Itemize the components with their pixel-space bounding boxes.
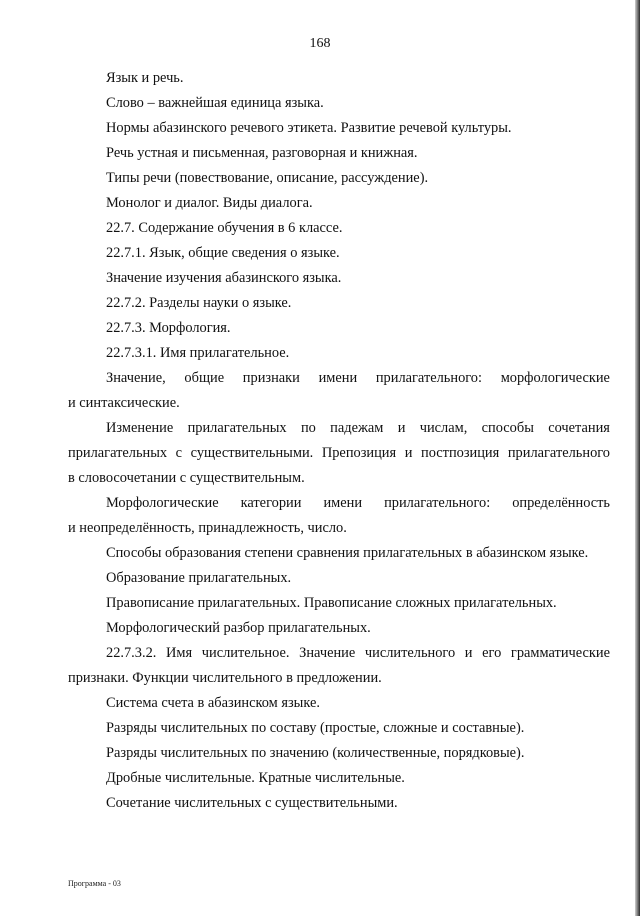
section-heading: 22.7.1. Язык, общие сведения о языке. bbox=[106, 245, 340, 261]
word: Значение, bbox=[106, 370, 166, 386]
paragraph-adjective-change bbox=[68, 416, 610, 491]
justified-line bbox=[68, 366, 610, 391]
paragraph-adjective-categories bbox=[68, 491, 610, 541]
word: с bbox=[175, 445, 183, 461]
word: Препозиция bbox=[321, 445, 397, 461]
word: и bbox=[397, 420, 406, 436]
text-line: Монолог и диалог. Виды диалога. bbox=[106, 195, 313, 211]
text-line: Правописание прилагательных. Правописание сложных прилагательных. bbox=[106, 595, 557, 611]
text-line: Сочетание числительных с существительными. bbox=[106, 795, 398, 811]
text-line: Способы образования степени сравнения прилагательных в абазинском языке. bbox=[106, 545, 589, 561]
word: способы bbox=[481, 420, 534, 436]
text-line: Морфологический разбор прилагательных. bbox=[106, 620, 371, 636]
word: Изменение bbox=[106, 420, 174, 436]
text-line: Дробные числительные. Кратные числительные. bbox=[106, 770, 405, 786]
word: по bbox=[300, 420, 316, 436]
word: Морфологические bbox=[106, 495, 219, 511]
section-heading: 22.7.3. Морфология. bbox=[106, 320, 231, 336]
justified-line bbox=[68, 441, 610, 466]
paragraph-numeral bbox=[68, 641, 610, 691]
word: морфологические bbox=[500, 370, 610, 386]
footer-label: Программа - 03 bbox=[68, 879, 121, 888]
text-line: Значение изучения абазинского языка. bbox=[106, 270, 342, 286]
text-line: Язык и речь. bbox=[106, 70, 184, 86]
word: признаки bbox=[242, 370, 300, 386]
word: числительное. bbox=[201, 645, 290, 661]
word: Значение bbox=[299, 645, 356, 661]
text-line: Разряды числительных по составу (простые, сложные и составные). bbox=[106, 720, 525, 736]
text-line: Слово – важнейшая единица языка. bbox=[106, 95, 324, 111]
text-line: в словосочетании с существительным. bbox=[68, 470, 305, 486]
text-line: Образование прилагательных. bbox=[106, 570, 292, 586]
word: падежам bbox=[330, 420, 384, 436]
word: Имя bbox=[166, 645, 193, 661]
word: определённость bbox=[512, 495, 610, 511]
word: прилагательного: bbox=[384, 495, 491, 511]
word: общие bbox=[184, 370, 225, 386]
text-line: Речь устная и письменная, разговорная и книжная. bbox=[106, 145, 418, 161]
text-line: и синтаксические. bbox=[68, 395, 180, 411]
justified-line bbox=[68, 416, 610, 441]
word: его bbox=[482, 645, 502, 661]
word: существительными. bbox=[190, 445, 314, 461]
word: грамматические bbox=[510, 645, 610, 661]
text-line: Разряды числительных по значению (количественные, порядковые). bbox=[106, 745, 525, 761]
body-text bbox=[68, 66, 610, 816]
word: постпозиция bbox=[421, 445, 500, 461]
word: 22.7.3.2. bbox=[106, 645, 157, 661]
word: имени bbox=[318, 370, 358, 386]
section-heading: 22.7. Содержание обучения в 6 классе. bbox=[106, 220, 343, 236]
section-heading: 22.7.3.1. Имя прилагательное. bbox=[106, 345, 290, 361]
text-line: и неопределённость, принадлежность, число. bbox=[68, 520, 347, 536]
word: и bbox=[404, 445, 413, 461]
text-line: Нормы абазинского речевого этикета. Развитие речевой культуры. bbox=[106, 120, 512, 136]
page-number: 168 bbox=[309, 36, 331, 51]
word: прилагательного: bbox=[375, 370, 482, 386]
word: числам, bbox=[419, 420, 468, 436]
word: и bbox=[464, 645, 473, 661]
paragraph-adjective-meaning bbox=[68, 366, 610, 416]
word: имени bbox=[323, 495, 363, 511]
text-line: признаки. Функции числительного в предложении. bbox=[68, 670, 382, 686]
text-line: Типы речи (повествование, описание, рассуждение). bbox=[106, 170, 429, 186]
word: прилагательных bbox=[68, 445, 168, 461]
word: категории bbox=[240, 495, 302, 511]
word: прилагательных bbox=[187, 420, 287, 436]
scan-edge-shadow bbox=[635, 0, 640, 916]
justified-line bbox=[68, 641, 610, 666]
word: прилагательного bbox=[507, 445, 610, 461]
section-heading: 22.7.2. Разделы науки о языке. bbox=[106, 295, 292, 311]
justified-line bbox=[68, 491, 610, 516]
word: числительного bbox=[364, 645, 456, 661]
text-line: Система счета в абазинском языке. bbox=[106, 695, 320, 711]
word: сочетания bbox=[548, 420, 610, 436]
